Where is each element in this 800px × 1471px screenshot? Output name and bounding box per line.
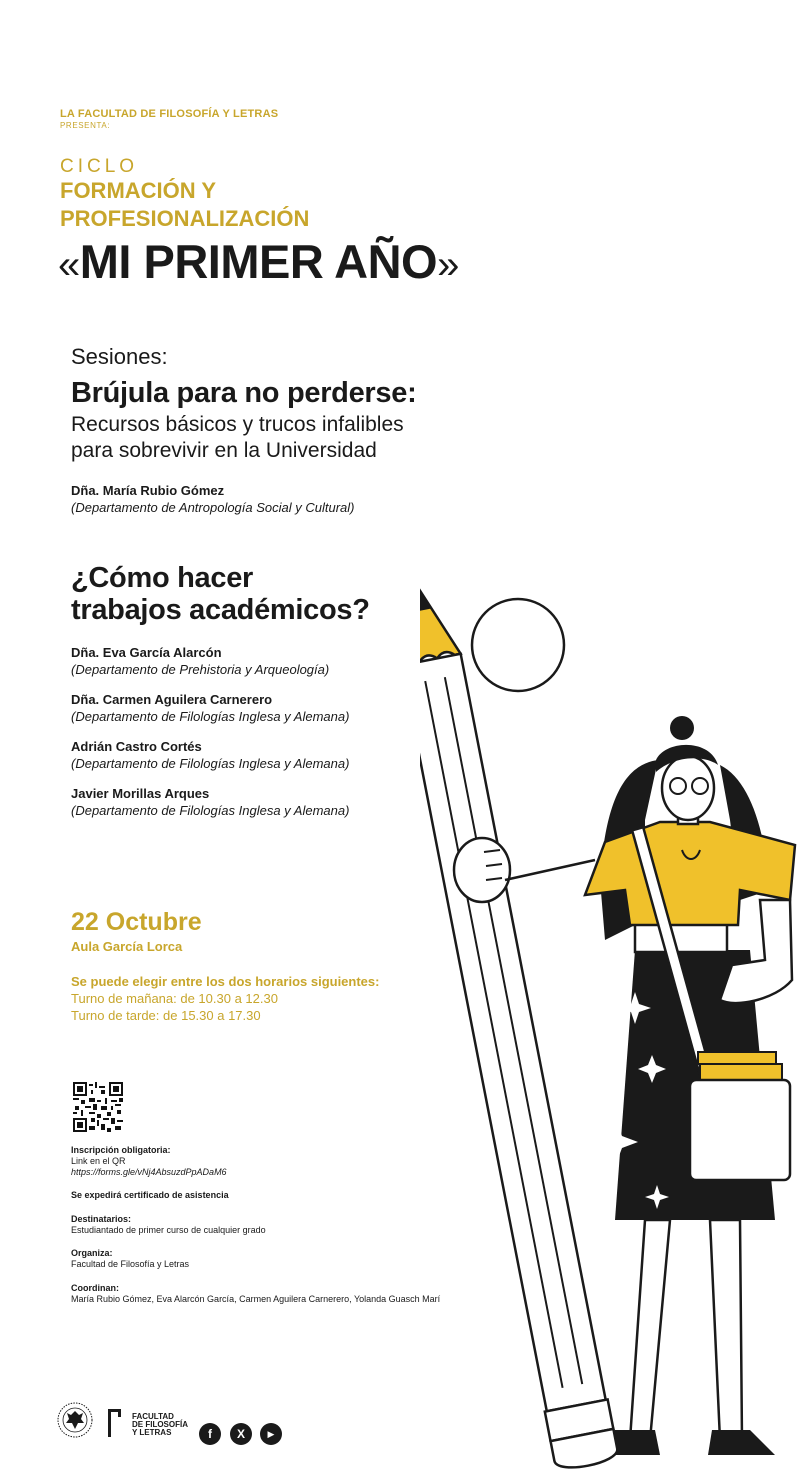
faculty-logo-icon: [108, 1409, 123, 1437]
organizer-text: Facultad de Filosofía y Letras: [71, 1259, 190, 1269]
certificate-text: Se expedirá certificado de asistencia: [71, 1190, 229, 1200]
schedule: [71, 973, 379, 1024]
session2-title: [71, 562, 370, 626]
schedule-morning: Turno de mañana: de 10.30 a 12.30: [71, 991, 278, 1006]
certificate-note: [71, 1190, 229, 1201]
faculty-logo-line-2: DE FILOSOFÍA: [132, 1420, 188, 1429]
title-text: MI PRIMER AÑO: [79, 235, 438, 288]
facebook-icon[interactable]: f: [199, 1423, 221, 1445]
series-title: [60, 177, 309, 233]
faculty-logo-text: [132, 1413, 188, 1437]
speaker: [71, 785, 349, 819]
session2-title-line-2: trabajos académicos?: [71, 594, 370, 626]
youtube-icon[interactable]: ▶: [260, 1423, 282, 1445]
faculty-logo-line-3: Y LETRAS: [132, 1428, 172, 1437]
qr-code-icon[interactable]: [73, 1082, 123, 1132]
registration-info: [71, 1145, 227, 1178]
pencil: [420, 580, 619, 1471]
session1-subtitle: [71, 412, 404, 464]
speaker: [71, 738, 349, 772]
presenter-sub: PRESENTA:: [60, 121, 111, 130]
speaker-name: Javier Morillas Arques: [71, 786, 210, 801]
presenter-text: [60, 108, 278, 132]
event-room: Aula García Lorca: [71, 939, 183, 954]
schedule-heading: Se puede elegir entre los dos horarios siguientes:: [71, 974, 380, 989]
audience-text: Estudiantado de primer curso de cualquier grado: [71, 1225, 266, 1235]
registration-link[interactable]: https://forms.gle/vNj4AbsuzdPpADaM6: [71, 1167, 227, 1177]
speaker-name: Dña. María Rubio Gómez: [71, 483, 225, 498]
hair-bun: [670, 716, 694, 740]
cycle-label: CICLO: [60, 156, 139, 177]
series-line-2: PROFESIONALIZACIÓN: [60, 206, 310, 231]
speaker-name: Dña. Eva García Alarcón: [71, 645, 222, 660]
bag: [690, 1080, 790, 1180]
sessions-label: Sesiones:: [71, 344, 168, 369]
speaker-department: (Departamento de Prehistoria y Arqueología): [71, 662, 330, 677]
speaker-name: Dña. Carmen Aguilera Carnerero: [71, 692, 273, 707]
title-close-quote: »: [437, 243, 459, 287]
session1-subtitle-line-2: para sobrevivir en la Universidad: [71, 439, 377, 462]
organizer-info: [71, 1248, 189, 1270]
speaker-department: (Departamento de Antropología Social y Cultural): [71, 500, 355, 515]
session2-title-line-1: ¿Cómo hacer: [71, 562, 254, 594]
session1-title: Brújula para no perderse:: [71, 377, 417, 409]
audience-label: Destinatarios:: [71, 1214, 132, 1224]
speaker: [71, 644, 329, 678]
audience-info: [71, 1214, 266, 1236]
organizer-label: Organiza:: [71, 1248, 113, 1258]
university-crest-icon: [57, 1402, 93, 1438]
event-date: 22 Octubre: [71, 908, 202, 936]
speaker-department: (Departamento de Filologías Inglesa y Alemana): [71, 756, 350, 771]
sun-circle: [472, 599, 564, 691]
coordinators-info: [71, 1283, 440, 1305]
series-line-1: FORMACIÓN Y: [60, 178, 217, 203]
speaker-department: (Departamento de Filologías Inglesa y Alemana): [71, 709, 350, 724]
student-with-pencil-illustration: [420, 560, 800, 1471]
hand: [454, 838, 510, 902]
schedule-afternoon: Turno de tarde: de 15.30 a 17.30: [71, 1008, 261, 1023]
registration-text: Link en el QR: [71, 1156, 126, 1166]
coordinators-label: Coordinan:: [71, 1283, 119, 1293]
presenter-line: LA FACULTAD DE FILOSOFÍA Y LETRAS: [60, 108, 279, 120]
coordinators-text: María Rubio Gómez, Eva Alarcón García, Carmen Aguilera Carnerero, Yolanda Guasch Marí: [71, 1294, 441, 1304]
legs: [630, 1220, 670, 1440]
title-open-quote: «: [58, 243, 80, 287]
speaker-department: (Departamento de Filologías Inglesa y Alemana): [71, 803, 350, 818]
session1-subtitle-line-1: Recursos básicos y trucos infalibles: [71, 413, 404, 436]
speaker: [71, 691, 349, 725]
registration-label: Inscripción obligatoria:: [71, 1145, 171, 1155]
speaker: [71, 482, 355, 516]
page-title: [58, 236, 459, 291]
faculty-logo-line-1: FACULTAD: [132, 1412, 174, 1421]
x-icon[interactable]: X: [230, 1423, 252, 1445]
speaker-name: Adrián Castro Cortés: [71, 739, 202, 754]
